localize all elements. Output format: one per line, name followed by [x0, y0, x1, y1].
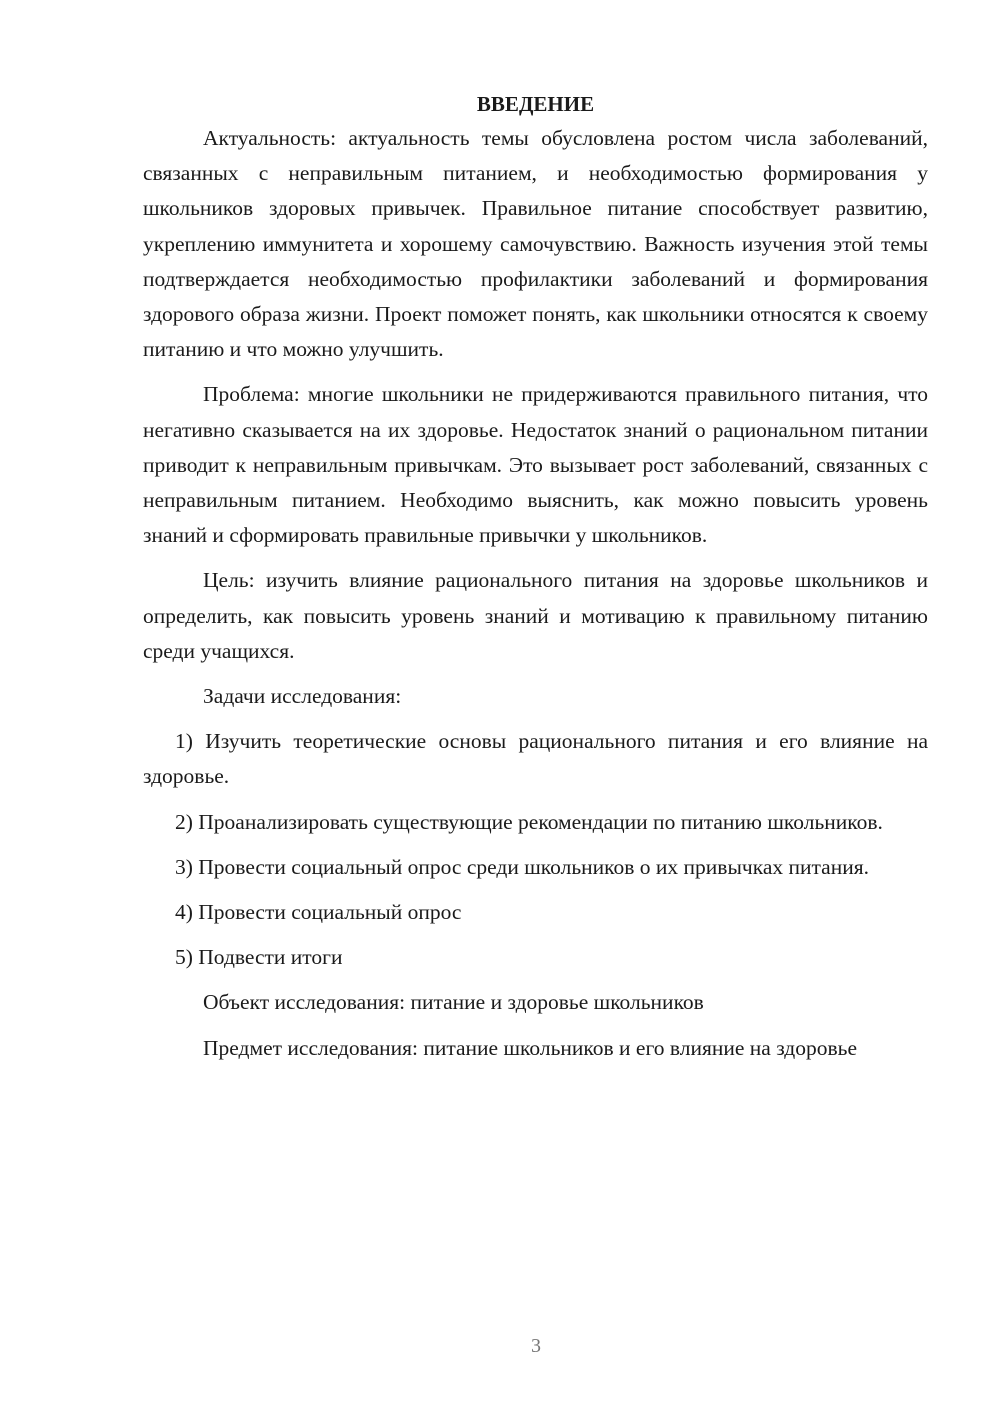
task-item-1: 1) Изучить теоретические основы рационального питания и его влияние на здоровье.	[143, 729, 928, 789]
problem-paragraph: Проблема: многие школьники не придерживаются правильного питания, что негативно сказывается на их здоровье. Недостаток знаний о рациональном питании приводит к неправильным привычкам. Это вызывает рост заболеваний, связанных с неправильным питанием. Необходимо выяснить, как можно повысить уровень знаний и сформировать правильные привычки у школьников.	[143, 382, 928, 548]
page-content	[143, 90, 928, 1076]
task-item-2: 2) Проанализировать существующие рекомендации по питанию школьников.	[175, 809, 883, 834]
subject-paragraph: Предмет исследования: питание школьников и его влияние на здоровье	[203, 1035, 857, 1060]
page-title: ВВЕДЕНИЕ	[476, 92, 595, 116]
task-item-3: 3) Провести социальный опрос среди школьников о их привычках питания.	[175, 854, 869, 879]
goal-paragraph: Цель: изучить влияние рационального питания на здоровье школьников и определить, как повысить уровень знаний и мотивацию к правильному питанию среди учащихся.	[143, 568, 928, 663]
task-item-5: 5) Подвести итоги	[175, 945, 343, 970]
tasks-heading: Задачи исследования:	[203, 684, 402, 709]
task-item-4: 4) Провести социальный опрос	[175, 900, 462, 925]
page-number: 3	[531, 1335, 541, 1357]
relevance-paragraph: Актуальность: актуальность темы обусловлена ростом числа заболеваний, связанных с неправильным питанием, и необходимостью формирования у школьников здоровых привычек. Правильное питание способствует развитию, укреплению иммунитета и хорошему самочувствию. Важность изучения этой темы подтверждается необходимостью профилактики заболеваний и формирования здорового образа жизни. Проект поможет понять, как школьники относятся к своему питанию и что можно улучшить.	[143, 126, 928, 362]
object-paragraph: Объект исследования: питание и здоровье школьников	[203, 990, 704, 1015]
